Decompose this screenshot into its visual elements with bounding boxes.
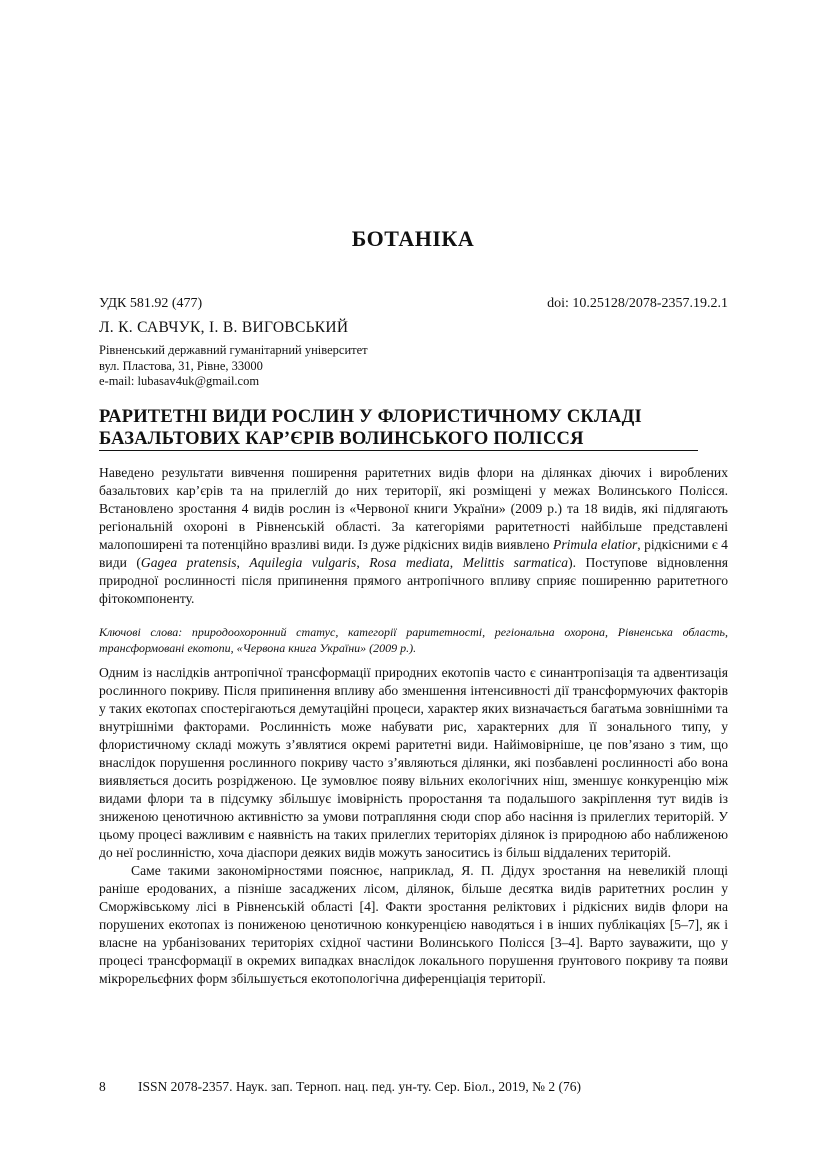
article-title xyxy=(99,406,728,451)
authors: Л. К. САВЧУК, І. В. ВИГОВСЬКИЙ xyxy=(99,319,349,336)
species-name: Gagea pratensis xyxy=(140,555,237,570)
species-name: Rosa mediata xyxy=(369,555,450,570)
abstract-text: Наведено результати вивчення поширення раритетних видів флори на ділянках діючих і вироблених базальтових кар’єрів та на прилеглій до них території, які розміщені у межах Волинського Полісся. Встановлено зростання 4 видів рослин із «Червоної книги України» (2009 р.) та 18 видів, які підлягають регіональній охороні в Рівненській області. За категоріями раритетності найбільше представлені малопоширені та потенційно вразливі види. Із дуже рідкісних видів виявлено xyxy=(99,465,728,552)
page-number: 8 xyxy=(99,1079,106,1094)
journal-citation: ISSN 2078-2357. Наук. зап. Терноп. нац. пед. ун-ту. Сер. Біол., 2019, № 2 (76) xyxy=(138,1079,581,1094)
affiliation xyxy=(99,343,368,390)
keywords: Ключові слова: природоохоронний статус, категорії раритетності, регіональна охорона, Рівненська область, трансформовані екотопи, «Червона книга України» (2009 р.). xyxy=(99,625,728,655)
separator: , xyxy=(449,555,463,570)
article-meta xyxy=(99,296,728,314)
species-name: Aquilegia vulgaris xyxy=(249,555,357,570)
abstract xyxy=(99,464,728,608)
species-name: Primula elatior xyxy=(553,537,638,552)
body-text xyxy=(99,664,728,988)
institution: Рівненський державний гуманітарний університет xyxy=(99,343,368,357)
body-paragraph: Саме такими закономірностями пояснює, наприклад, Я. П. Дідух зростання на невеликій площі раніше еродованих, а пізніше засаджених лісом, ділянок, більше десятка видів раритетних рослин у Сморжівському лісі в Рівненській області [4]. Факти зростання реліктових і рідкісних видів флори на порушених екотопах із пониженою ценотичною конкуренцією наводяться і в інших публікаціях [5–7], як і власне на урбанізованих територіях східної частини Волинського Полісся [3–4]. Варто зауважити, що у процесі трансформації в окремих випадках внаслідок локального порушення ґрунтового покриву та появи мікрорельєфних форм збільшується екотопологічна диференціація території. xyxy=(99,863,728,986)
separator: , xyxy=(356,555,370,570)
email[interactable]: e-mail: lubasav4uk@gmail.com xyxy=(99,374,260,388)
section-heading: БОТАНІКА xyxy=(351,226,475,251)
separator: , xyxy=(236,555,250,570)
article-title-line-1: РАРИТЕТНІ ВИДИ РОСЛИН У ФЛОРИСТИЧНОМУ СКЛАДІ xyxy=(99,407,642,427)
address: вул. Пластова, 31, Рівне, 33000 xyxy=(99,358,263,373)
udk-code: УДК 581.92 (477) xyxy=(99,296,203,311)
abstract-text: ). Поступове відновлення природної рослинності після припинення прямого антропічного впливу сприяє поширенню раритетного фітокомпоненту. xyxy=(99,555,729,606)
abstract-text: , рідкісними є 4 види ( xyxy=(99,537,728,570)
species-name: Melittis sarmatica xyxy=(462,555,569,570)
article-title-line-2: БАЗАЛЬТОВИХ КАР’ЄРІВ ВОЛИНСЬКОГО ПОЛІССЯ xyxy=(99,428,698,451)
body-paragraph: Одним із наслідків антропічної трансформації природних екотопів часто є синантропізація та адвентизація рослинного покриву. Після припинення впливу або зменшення інтенсивності дії трансформуючих факторів у таких екотопах спостерігаються демутаційні процеси, характер яких визначається багатьма зовнішніми та внутрішніми факторами. Рослинність може набувати рис, характерних для її зонального типу, у флористичному складі можуть з’являтися окремі раритетні види. Найімовірніше, це пов’язано з тим, що внаслідок порушення рослинного покриву часто з’являються ділянки, які позбавлені рослинності або вона виявляється досить розрідженою. Це зумовлює появу вільних екологічних ніш, зменшує конкуренцію між видами флори та в підсумку збільшує імовірність проростання та подальшого закріплення тут видів із зниженою ценотичною активністю за умови потрапляння сюди спор або насіння із прилеглих територій. У цьому процесі важливим є наявність на таких прилеглих територіях ділянок із природною або наближеною до неї рослинністю, хоча діаспори деяких видів можуть заноситись із більш віддалених територій. xyxy=(99,665,728,860)
doi-identifier[interactable]: doi: 10.25128/2078-2357.19.2.1 xyxy=(547,296,728,311)
